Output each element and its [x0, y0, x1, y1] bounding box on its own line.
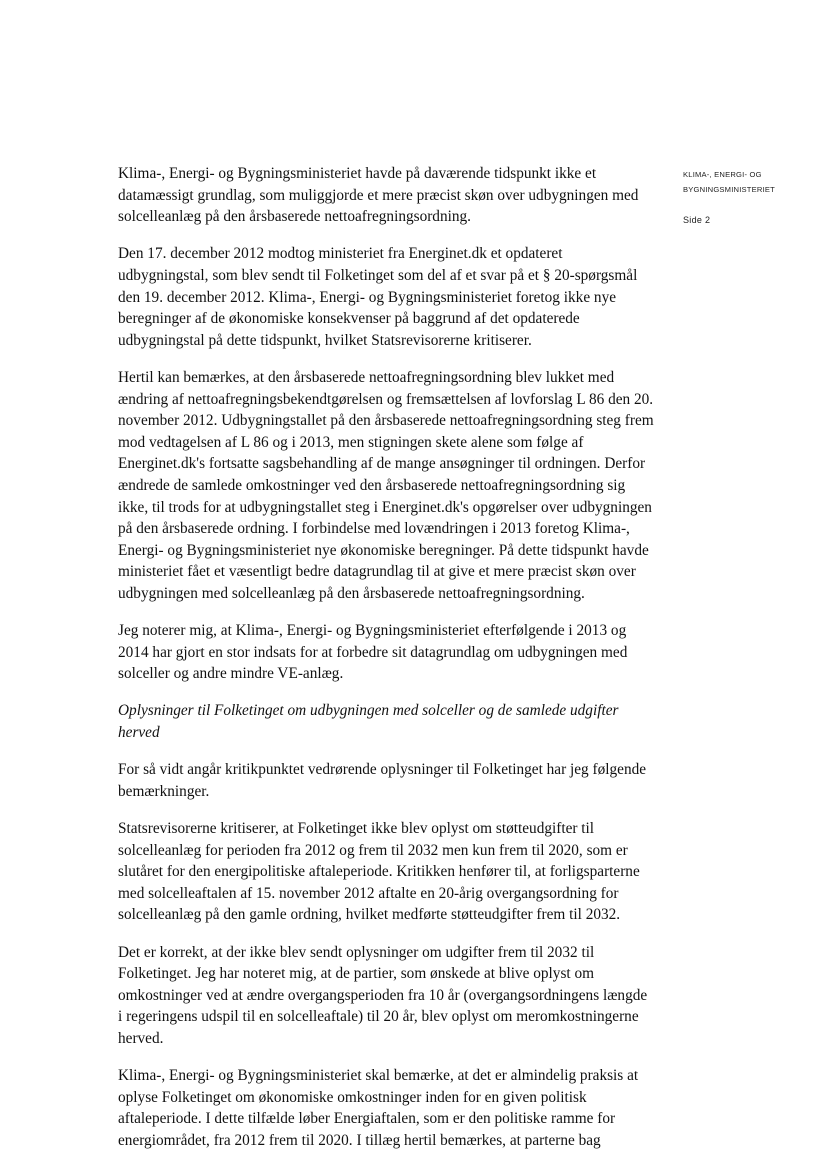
paragraph-6: Statsrevisorerne kritiserer, at Folketinget ikke blev oplyst om støtteudgifter til solcelleanlæg for perioden fra 2012 og frem til 2032 men kun frem til 2020, som er slutåret for den energipolitiske aftaleperiode. Kritikken henfører til, at forligsparterne med solcelleaftalen af 15. november 2012 aftalte en 20-årig overgangsordning for solcelleanlæg på den gamle ordning, hvilket medførte støtteudgifter frem til 2032.: [118, 820, 640, 924]
letter-body: [118, 163, 654, 1167]
paragraph-4: Jeg noterer mig, at Klima-, Energi- og Bygningsministeriet efterfølgende i 2013 og 2014 har gjort en stor indsats for at forbedre sit datagrundlag om udbygningen med solceller og andre mindre VE-anlæg.: [118, 622, 628, 683]
paragraph-8: Klima-, Energi- og Bygningsministeriet skal bemærke, at det er almindelig praksis at oplyse Folketinget om økonomiske omkostninger inden for en given politisk aftaleperiode. I dette tilfælde løber Energiaftalen, som er den politiske ramme for energiområdet, fra 2012 frem til 2020. I tillæg hertil bemærkes, at parterne bag: [118, 1067, 639, 1149]
page-number: Side 2: [683, 215, 711, 225]
paragraph-7: Det er korrekt, at der ikke blev sendt oplysninger om udgifter frem til 2032 til Folketinget. Jeg har noteret mig, at de partier, som ønskede at blive oplyst om omkostninger ved at ændre overgangsperioden fra 10 år (overgangsordningens længde i regeringens udspil til en solcelleaftale) til 20 år, blev oplyst om meromkostningerne herved.: [118, 943, 648, 1047]
paragraph-2: Den 17. december 2012 modtog ministeriet fra Energinet.dk et opdateret udbygningstal, som blev sendt til Folketinget som del af et svar på et § 20-spørgsmål den 19. december 2012. Klima-, Energi- og Bygningsministeriet foretog ikke nye beregninger af de økonomiske konsekvenser på baggrund af det opdaterede udbygningstal på dette tidspunkt, hvilket Statsrevisorerne kritiserer.: [118, 245, 638, 349]
paragraph-1: Klima-, Energi- og Bygningsministeriet havde på daværende tidspunkt ikke et datamæssigt grundlag, som muliggjorde et mere præcist skøn over udbygningen med solcelleanlæg på den årsbaserede nettoafregningsordning.: [118, 165, 639, 226]
paragraph-3: Hertil kan bemærkes, at den årsbaserede nettoafregningsordning blev lukket med ændring af nettoafregningsbekendtgørelsen og fremsættelsen af lovforslag L 86 den 20. november 2012. Udbygningstallet på den årsbaserede nettoafregningsordning steg frem mod vedtagelsen af L 86 og i 2013, men stigningen skete alene som følge af Energinet.dk's fortsatte sagsbehandling af de mange ansøgninger til ordningen. Derfor ændrede de samlede omkostninger ved den årsbaserede nettoafregningsordning sig ikke, til trods for at udbygningstallet steg i Energinet.dk's opgørelser over udbygningen på den årsbaserede ordning. I forbindelse med lovændringen i 2013 foretog Klima-, Energi- og Bygningsministeriet nye økonomiske beregninger. På dette tidspunkt havde ministeriet fået et væsentligt bedre datagrundlag til at give et mere præcist skøn over udbygningen med solcelleanlæg på den årsbaserede nettoafregningsordning.: [118, 368, 654, 602]
ministry-name: KLIMA-, ENERGI- OG BYGNINGSMINISTERIET: [683, 170, 775, 194]
sidebar: [683, 167, 813, 228]
section-heading: Oplysninger til Folketinget om udbygningen med solceller og de samlede udgifter herved: [118, 702, 619, 742]
paragraph-5: For så vidt angår kritikpunktet vedrørende oplysninger til Folketinget har jeg følgende bemærkninger.: [118, 761, 647, 800]
